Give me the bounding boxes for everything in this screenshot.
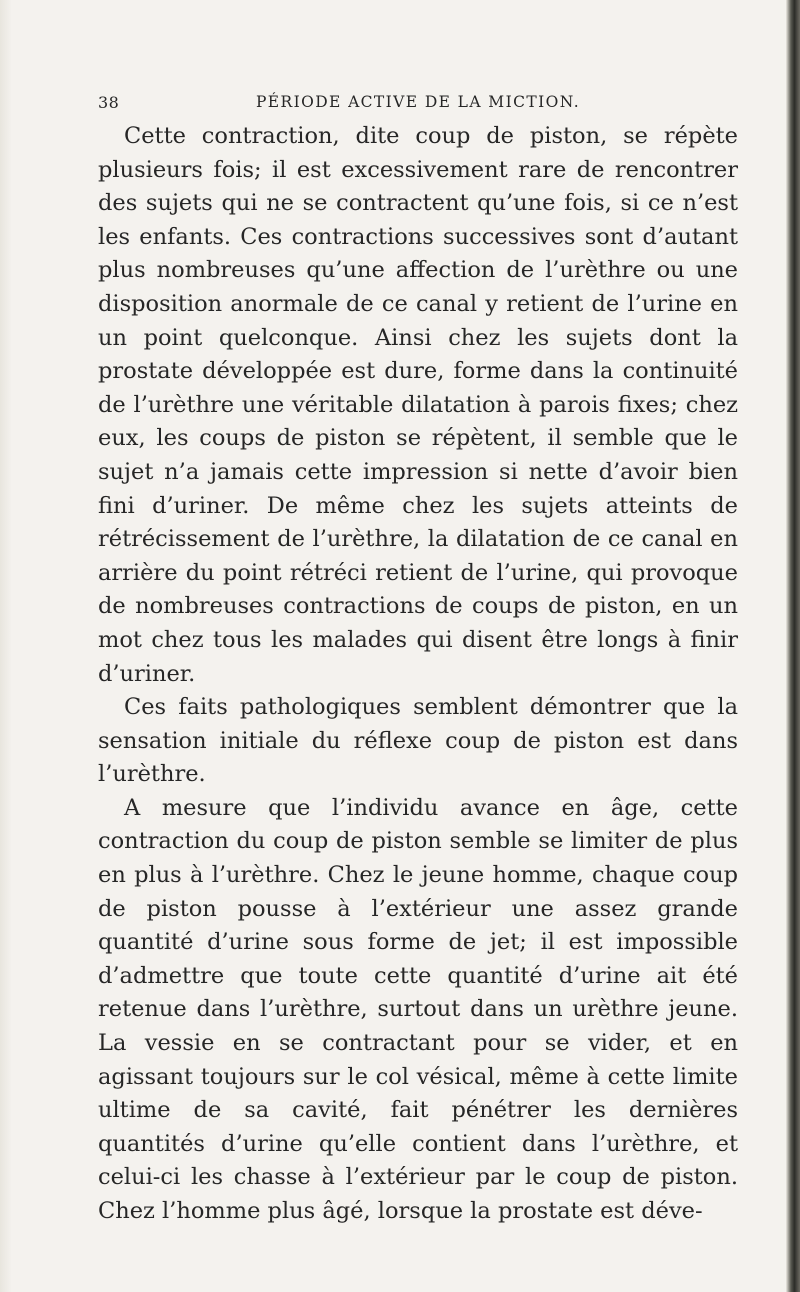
running-header: [98, 93, 738, 117]
paragraph-3: A mesure que l’individu avance en âge, cette contraction du coup de piston semble se limiter de plus en plus à l’urèthre. Chez le jeune homme, chaque coup de piston pousse à l’extérieur une assez grande quantité d’urine sous forme de jet; il est impossible d’admettre que toute cette quantité d’urine ait été retenue dans l’urèthre, surtout dans un urèthre jeune. La vessie en se contractant pour se vider, et en agissant toujours sur le col vésical, même à cette limite ultime de sa cavité, fait pénétrer les dernières quantités d’urine qu’elle contient dans l’urèthre, et celui-ci les chasse à l’extérieur par le coup de piston. Chez l’homme plus âgé, lorsque la prostate est déve-: [98, 794, 738, 1224]
paragraph-2: Ces faits pathologiques semblent démontrer que la sensation initiale du réflexe coup de piston est dans l’urèthre.: [98, 694, 738, 788]
running-title: PÉRIODE ACTIVE DE LA MICTION.: [255, 93, 581, 111]
page-left-margin-shadow: [0, 0, 12, 1292]
paragraph-1: Cette contraction, dite coup de piston, se répète plusieurs fois; il est excessivement rare de rencontrer des sujets qui ne se contractent qu’une fois, si ce n’est les enfants. Ces contractions successives sont d’autant plus nombreuses qu’une affection de l’urèthre ou une disposition anormale de ce canal y retient de l’urine en un point quelconque. Ainsi chez les sujets dont la prostate développée est dure, forme dans la continuité de l’urèthre une véritable dilatation à parois fixes; chez eux, les coups de piston se répètent, il semble que le sujet n’a jamais cette impression si nette d’avoir bien fini d’uriner. De même chez les sujets atteints de rétrécissement de l’urèthre, la dilatation de ce canal en arrière du point rétréci retient de l’urine, qui provoque de nombreuses contractions de coups de piston, en un mot chez tous les malades qui disent être longs à finir d’uriner.: [98, 123, 738, 687]
page-binding-edge: [786, 0, 800, 1292]
page-number: 38: [98, 93, 120, 112]
body-text: [98, 120, 738, 1229]
